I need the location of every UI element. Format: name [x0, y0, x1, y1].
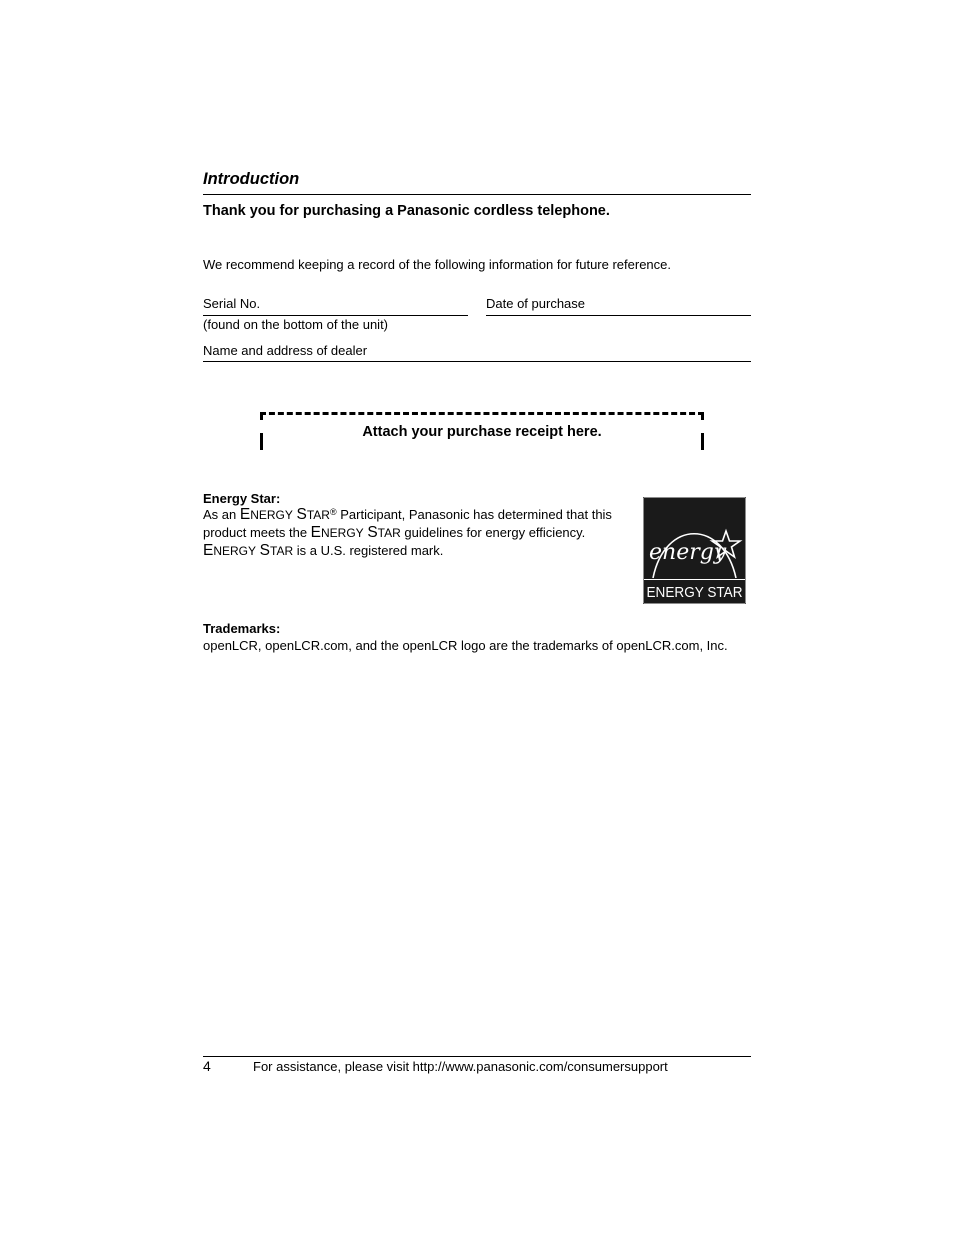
date-of-purchase-label: Date of purchase: [486, 296, 586, 311]
receipt-label: Attach your purchase receipt here.: [362, 424, 602, 440]
serial-number-note: (found on the bottom of the unit): [203, 317, 389, 332]
trademarks-heading: Trademarks:: [203, 621, 281, 636]
trademarks-body: openLCR, openLCR.com, and the openLCR logo are the trademarks of openLCR.com, Inc.: [203, 638, 728, 653]
assistance-text: For assistance, please visit http://www.panasonic.com/consumersupport: [253, 1059, 668, 1074]
energy-star-logo-caption: ENERGY STAR: [646, 584, 743, 601]
energy-script-text: energy: [649, 540, 727, 565]
footer-rule: [203, 1056, 751, 1057]
energy-star-body: As an ENERGY STAR® Participant, Panasonic has determined that this product meets the ENERGY STAR guidelines for energy efficiency. ENERGY STAR is a U.S. registered mark.: [203, 506, 612, 559]
section-title: Introduction: [203, 170, 300, 188]
recommend-text: We recommend keeping a record of the following information for future reference.: [203, 257, 671, 272]
page-number: 4: [203, 1058, 211, 1074]
serial-number-line: [203, 315, 468, 316]
dealer-line: [203, 361, 751, 362]
thank-you-heading: Thank you for purchasing a Panasonic cordless telephone.: [203, 203, 610, 219]
energy-star-logo: [643, 497, 746, 604]
dealer-label: Name and address of dealer: [203, 343, 368, 358]
serial-number-label: Serial No.: [203, 296, 261, 311]
energy-star-heading: Energy Star:: [203, 491, 281, 506]
header-rule: [203, 194, 751, 195]
date-of-purchase-line: [486, 315, 751, 316]
